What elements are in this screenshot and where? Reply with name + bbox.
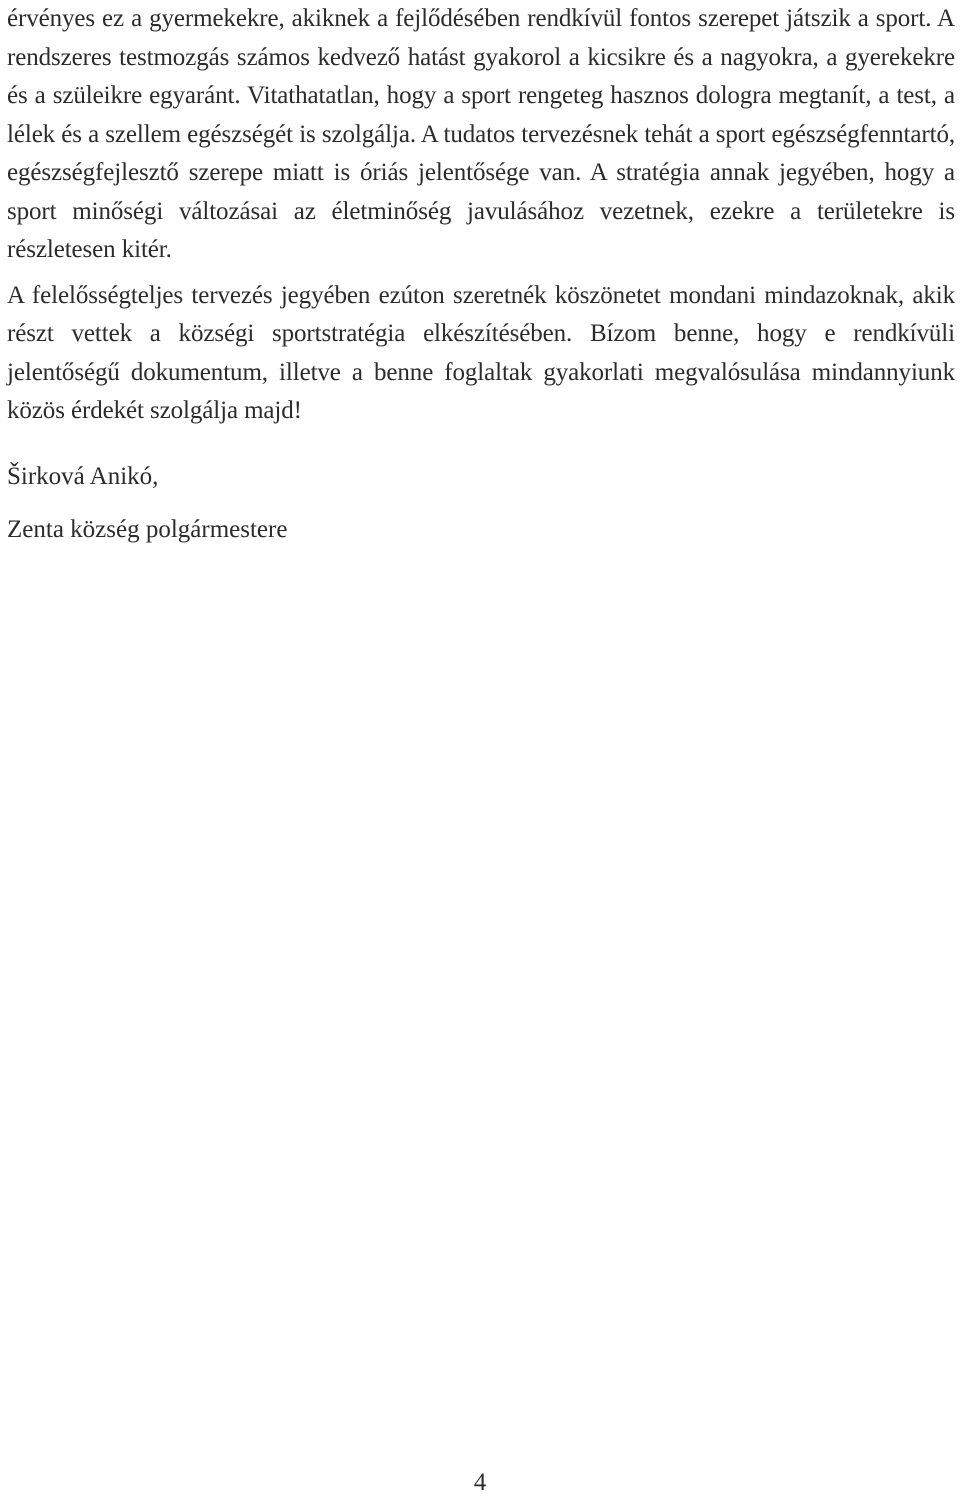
signature-block [7, 458, 955, 550]
page-number: 4 [473, 1469, 487, 1496]
signature-title: Zenta község polgármestere [7, 516, 288, 543]
body-paragraph-2: A felelősségteljes tervezés jegyében ezúton szeretnék köszönetet mondani mindazoknak, akik részt vettek a községi sportstratégia elkészítésében. Bízom benne, hogy e rendkívüli jelentőségű dokumentum, illetve a benne foglaltak gyakorlati megvalósulása mindannyiunk közös érdekét szolgálja majd! [7, 281, 955, 424]
body-paragraph-1: érvényes ez a gyermekekre, akiknek a fejlődésében rendkívül fontos szerepet játszik a sport. A rendszeres testmozgás számos kedvező hatást gyakorol a kicsikre és a nagyokra, a gyerekekre és a szüleikre egyaránt. Vitathatatlan, hogy a sport rengeteg hasznos dologra megtanít, a test, a lélek és a szellem egészségét is szolgálja. A tudatos tervezésnek tehát a sport egészségfenntartó, egészségfejlesztő szerepe miatt is óriás jelentősége van. A stratégia annak jegyében, hogy a sport minőségi változásai az életminőség javulásához vezetnek, ezekre a területekre is részletesen kitér. [7, 5, 955, 263]
signature-name: Širková Anikó, [7, 462, 159, 490]
document-page [7, 0, 955, 550]
